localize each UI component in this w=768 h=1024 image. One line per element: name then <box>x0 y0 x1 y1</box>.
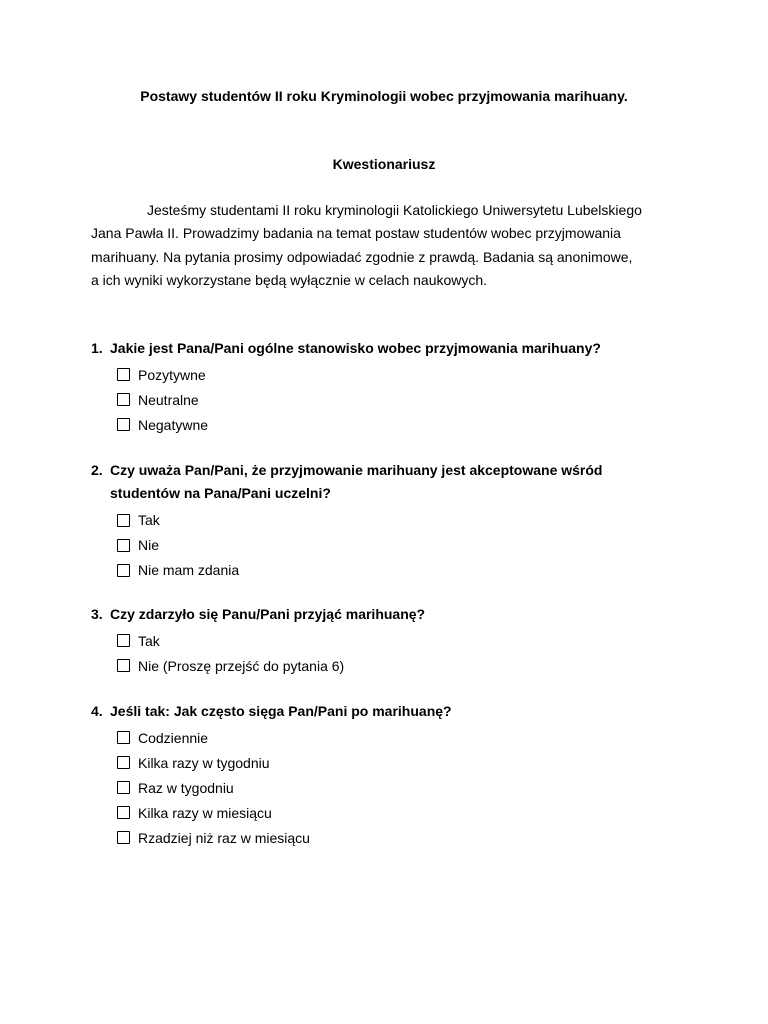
checkbox[interactable] <box>117 514 130 527</box>
intro-paragraph <box>91 199 661 292</box>
checkbox[interactable] <box>117 659 130 672</box>
answer-option-label: Negatywne <box>138 416 209 433</box>
checkbox[interactable] <box>117 393 130 406</box>
answer-option-label: Kilka razy w tygodniu <box>138 754 270 771</box>
answer-option[interactable] <box>117 653 671 678</box>
question-number: 4. <box>91 703 103 719</box>
answer-option-label: Neutralne <box>138 391 199 408</box>
checkbox[interactable] <box>117 564 130 577</box>
checkbox[interactable] <box>117 539 130 552</box>
answer-option-label: Rzadziej niż raz w miesiącu <box>138 829 310 846</box>
checkbox[interactable] <box>117 731 130 744</box>
question-text-line: studentów na Pana/Pani uczelni? <box>110 485 331 502</box>
answer-option[interactable] <box>117 508 671 533</box>
answer-option[interactable] <box>117 628 671 653</box>
checkbox[interactable] <box>117 368 130 381</box>
answer-option[interactable] <box>117 800 671 825</box>
question-heading <box>91 700 671 723</box>
answer-option[interactable] <box>117 558 671 583</box>
checkbox[interactable] <box>117 806 130 819</box>
answer-option-label: Codziennie <box>138 729 209 746</box>
answer-option-label: Nie mam zdania <box>138 562 240 579</box>
question-text-line: Czy zdarzyło się Panu/Pani przyjąć marihuanę? <box>110 606 426 622</box>
document-title: Postawy studentów II roku Kryminologii wobec przyjmowania marihuany. <box>140 88 628 104</box>
answer-option[interactable] <box>117 825 671 850</box>
question-text <box>110 459 671 506</box>
question-text-line: Czy uważa Pan/Pani, że przyjmowanie marihuany jest akceptowane wśród <box>110 462 603 478</box>
question-heading <box>91 459 671 506</box>
intro-line: Jesteśmy studentami II roku kryminologii Katolickiego Uniwersytetu Lubelskiego <box>147 202 642 218</box>
intro-line: Jana Pawła II. Prowadzimy badania na temat postaw studentów wobec przyjmowania <box>91 225 621 242</box>
question-text <box>110 603 671 626</box>
answer-option-label: Tak <box>138 632 160 649</box>
question-heading <box>91 603 671 626</box>
answer-option[interactable] <box>117 775 671 800</box>
answer-option-label: Kilka razy w miesiącu <box>138 804 272 821</box>
answer-option[interactable] <box>117 750 671 775</box>
checkbox[interactable] <box>117 756 130 769</box>
answer-option[interactable] <box>117 533 671 558</box>
answer-options <box>91 725 671 850</box>
answer-option-label: Pozytywne <box>138 366 206 383</box>
question-3 <box>91 603 671 678</box>
checkbox[interactable] <box>117 831 130 844</box>
answer-options <box>91 362 671 437</box>
answer-option-label: Nie (Proszę przejść do pytania 6) <box>138 657 345 674</box>
answer-option[interactable] <box>117 387 671 412</box>
question-number: 3. <box>91 606 103 622</box>
question-number: 2. <box>91 462 103 478</box>
question-4 <box>91 700 671 850</box>
answer-option-label: Nie <box>138 537 160 554</box>
question-2 <box>91 459 671 583</box>
answer-option[interactable] <box>117 412 671 437</box>
answer-option[interactable] <box>117 725 671 750</box>
question-text-line: Jakie jest Pana/Pani ogólne stanowisko wobec przyjmowania marihuany? <box>110 340 601 356</box>
checkbox[interactable] <box>117 418 130 431</box>
answer-options <box>91 508 671 583</box>
intro-line: marihuany. Na pytania prosimy odpowiadać zgodnie z prawdą. Badania są anonimowe, <box>91 248 633 265</box>
question-text <box>110 337 671 360</box>
document-subtitle: Kwestionariusz <box>332 156 436 172</box>
question-number: 1. <box>91 340 103 356</box>
checkbox[interactable] <box>117 634 130 647</box>
checkbox[interactable] <box>117 781 130 794</box>
answer-option-label: Tak <box>138 512 160 529</box>
question-text <box>110 700 671 723</box>
question-1 <box>91 337 671 437</box>
answer-option[interactable] <box>117 362 671 387</box>
answer-options <box>91 628 671 678</box>
question-heading <box>91 337 671 360</box>
intro-line: a ich wyniki wykorzystane będą wyłącznie w celach naukowych. <box>91 271 488 288</box>
answer-option-label: Raz w tygodniu <box>138 779 234 796</box>
question-text-line: Jeśli tak: Jak często sięga Pan/Pani po marihuanę? <box>110 703 452 719</box>
